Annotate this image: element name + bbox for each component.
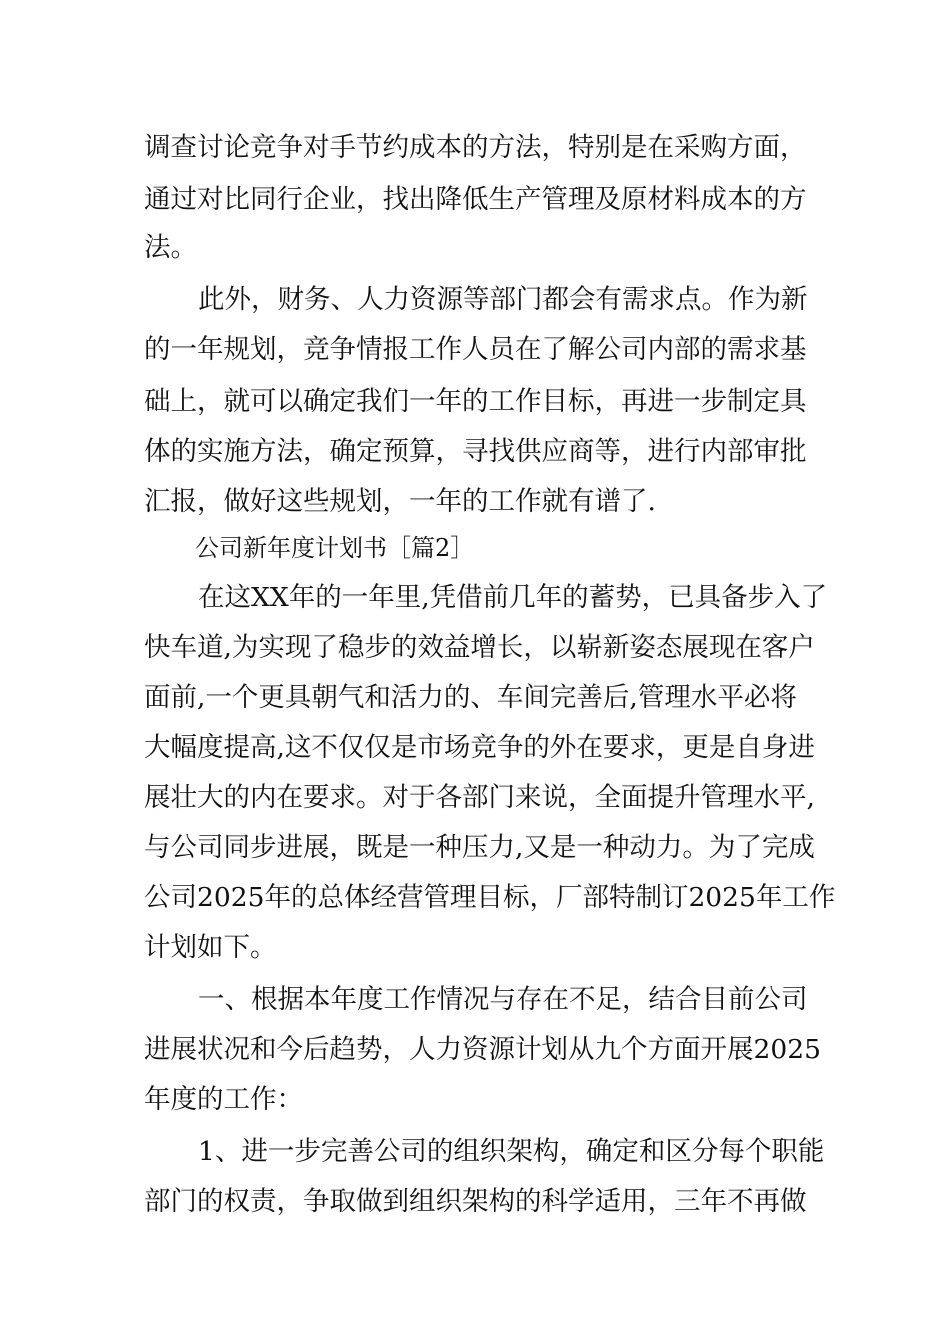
text-line-17: 计划如下。 bbox=[144, 932, 277, 963]
text-line-2: 通过对比同行企业，找出降低生产管理及原材料成本的方 bbox=[144, 184, 807, 215]
text-line-22: 部门的权责，争取做到组织架构的科学适用，三年不再做 bbox=[144, 1186, 807, 1217]
text-line-10: 在这XX年的一年里,凭借前几年的蓄势，已具备步入了 bbox=[198, 582, 828, 613]
text-line-18: 一、根据本年度工作情况与存在不足，结合目前公司 bbox=[198, 984, 808, 1015]
text-line-15: 与公司同步进展，既是一种压力,又是一种动力。为了完成 bbox=[144, 832, 815, 863]
section-heading: 公司新年度计划书［篇2］ bbox=[195, 534, 475, 562]
text-line-20: 年度的工作： bbox=[144, 1084, 303, 1115]
text-line-16: 公司2025年的总体经营管理目标，厂部特制订2025年工作 bbox=[144, 882, 836, 913]
text-line-3: 法。 bbox=[144, 232, 197, 263]
text-line-5: 的一年规划，竞争情报工作人员在了解公司内部的需求基 bbox=[144, 334, 807, 365]
text-line-12: 面前,一个更具朝气和活力的、车间完善后,管理水平必将 bbox=[144, 682, 797, 713]
text-line-13: 大幅度提高,这不仅仅是市场竞争的外在要求，更是自身进 bbox=[144, 732, 815, 763]
text-line-14: 展壮大的内在要求。对于各部门来说，全面提升管理水平, bbox=[144, 782, 815, 813]
text-line-8: 汇报，做好这些规划，一年的工作就有谱了. bbox=[144, 486, 656, 517]
text-line-19: 进展状况和今后趋势，人力资源计划从九个方面开展2025 bbox=[144, 1034, 821, 1065]
text-line-7: 体的实施方法，确定预算，寻找供应商等，进行内部审批 bbox=[144, 436, 807, 467]
text-line-1: 调查讨论竞争对手节约成本的方法，特别是在采购方面， bbox=[144, 132, 807, 163]
text-line-21: 1、进一步完善公司的组织架构，确定和区分每个职能 bbox=[198, 1136, 825, 1167]
text-line-11: 快车道,为实现了稳步的效益增长，以崭新姿态展现在客户 bbox=[144, 632, 815, 663]
text-line-4: 此外，财务、人力资源等部门都会有需求点。作为新 bbox=[198, 284, 808, 315]
text-line-6: 础上，就可以确定我们一年的工作目标，再进一步制定具 bbox=[144, 386, 807, 417]
